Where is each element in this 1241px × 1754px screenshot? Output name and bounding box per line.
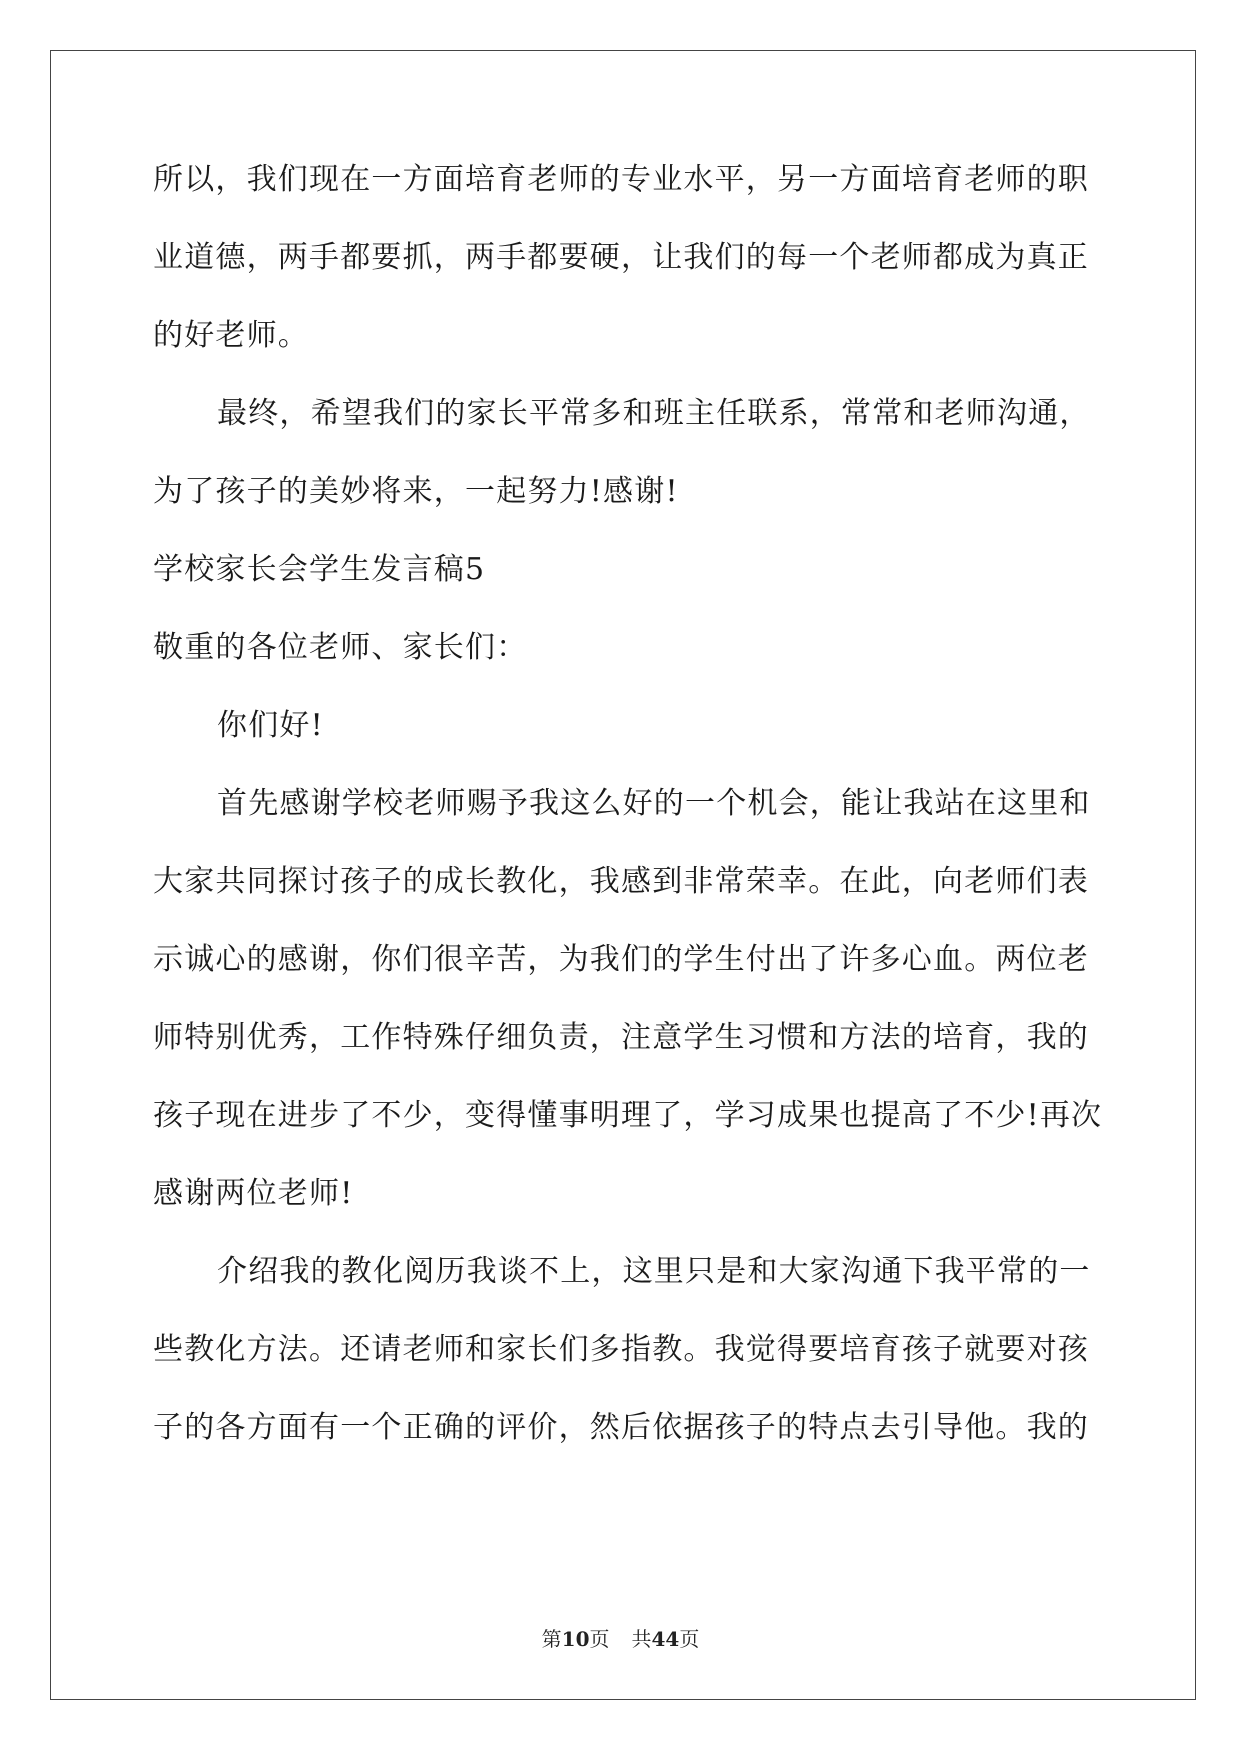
current-page-number: 10: [561, 1627, 590, 1651]
paragraph-line: 所以，我们现在一方面培育老师的专业水平，另一方面培育老师的职: [153, 162, 1089, 197]
greeting: 你们好!: [217, 708, 324, 743]
paragraph-line: 子的各方面有一个正确的评价，然后依据孩子的特点去引导他。我的: [153, 1410, 1089, 1445]
footer-page-unit: 页: [589, 1627, 610, 1651]
footer-prefix: 第: [541, 1627, 562, 1651]
paragraph-line: 感谢两位老师!: [153, 1176, 354, 1211]
footer-total-unit: 页: [679, 1627, 700, 1651]
paragraph-line: 示诚心的感谢，你们很辛苦，为我们的学生付出了许多心血。两位老: [153, 942, 1089, 977]
total-page-count: 44: [651, 1627, 680, 1651]
salutation: 敬重的各位老师、家长们：: [153, 630, 528, 665]
paragraph-line: 介绍我的教化阅历我谈不上，这里只是和大家沟通下我平常的一: [217, 1254, 1091, 1289]
paragraph-line: 首先感谢学校老师赐予我这么好的一个机会，能让我站在这里和: [217, 786, 1091, 821]
paragraph-line: 些教化方法。还请老师和家长们多指教。我觉得要培育孩子就要对孩: [153, 1332, 1089, 1367]
paragraph-line: 师特别优秀，工作特殊仔细负责，注意学生习惯和方法的培育，我的: [153, 1020, 1089, 1055]
section-heading: 学校家长会学生发言稿5: [153, 552, 486, 587]
paragraph-line: 最终，希望我们的家长平常多和班主任联系，常常和老师沟通，: [217, 396, 1091, 431]
paragraph-line: 孩子现在进步了不少，变得懂事明理了，学习成果也提高了不少!再次: [153, 1098, 1103, 1133]
paragraph-line: 业道德，两手都要抓，两手都要硬，让我们的每一个老师都成为真正: [153, 240, 1089, 275]
paragraph-line: 大家共同探讨孩子的成长教化，我感到非常荣幸。在此，向老师们表: [153, 864, 1089, 899]
paragraph-line: 的好老师。: [153, 318, 309, 353]
page-footer: [0, 1626, 1241, 1652]
footer-total-prefix: 共: [631, 1627, 652, 1651]
paragraph-line: 为了孩子的美妙将来，一起努力!感谢!: [153, 474, 679, 509]
